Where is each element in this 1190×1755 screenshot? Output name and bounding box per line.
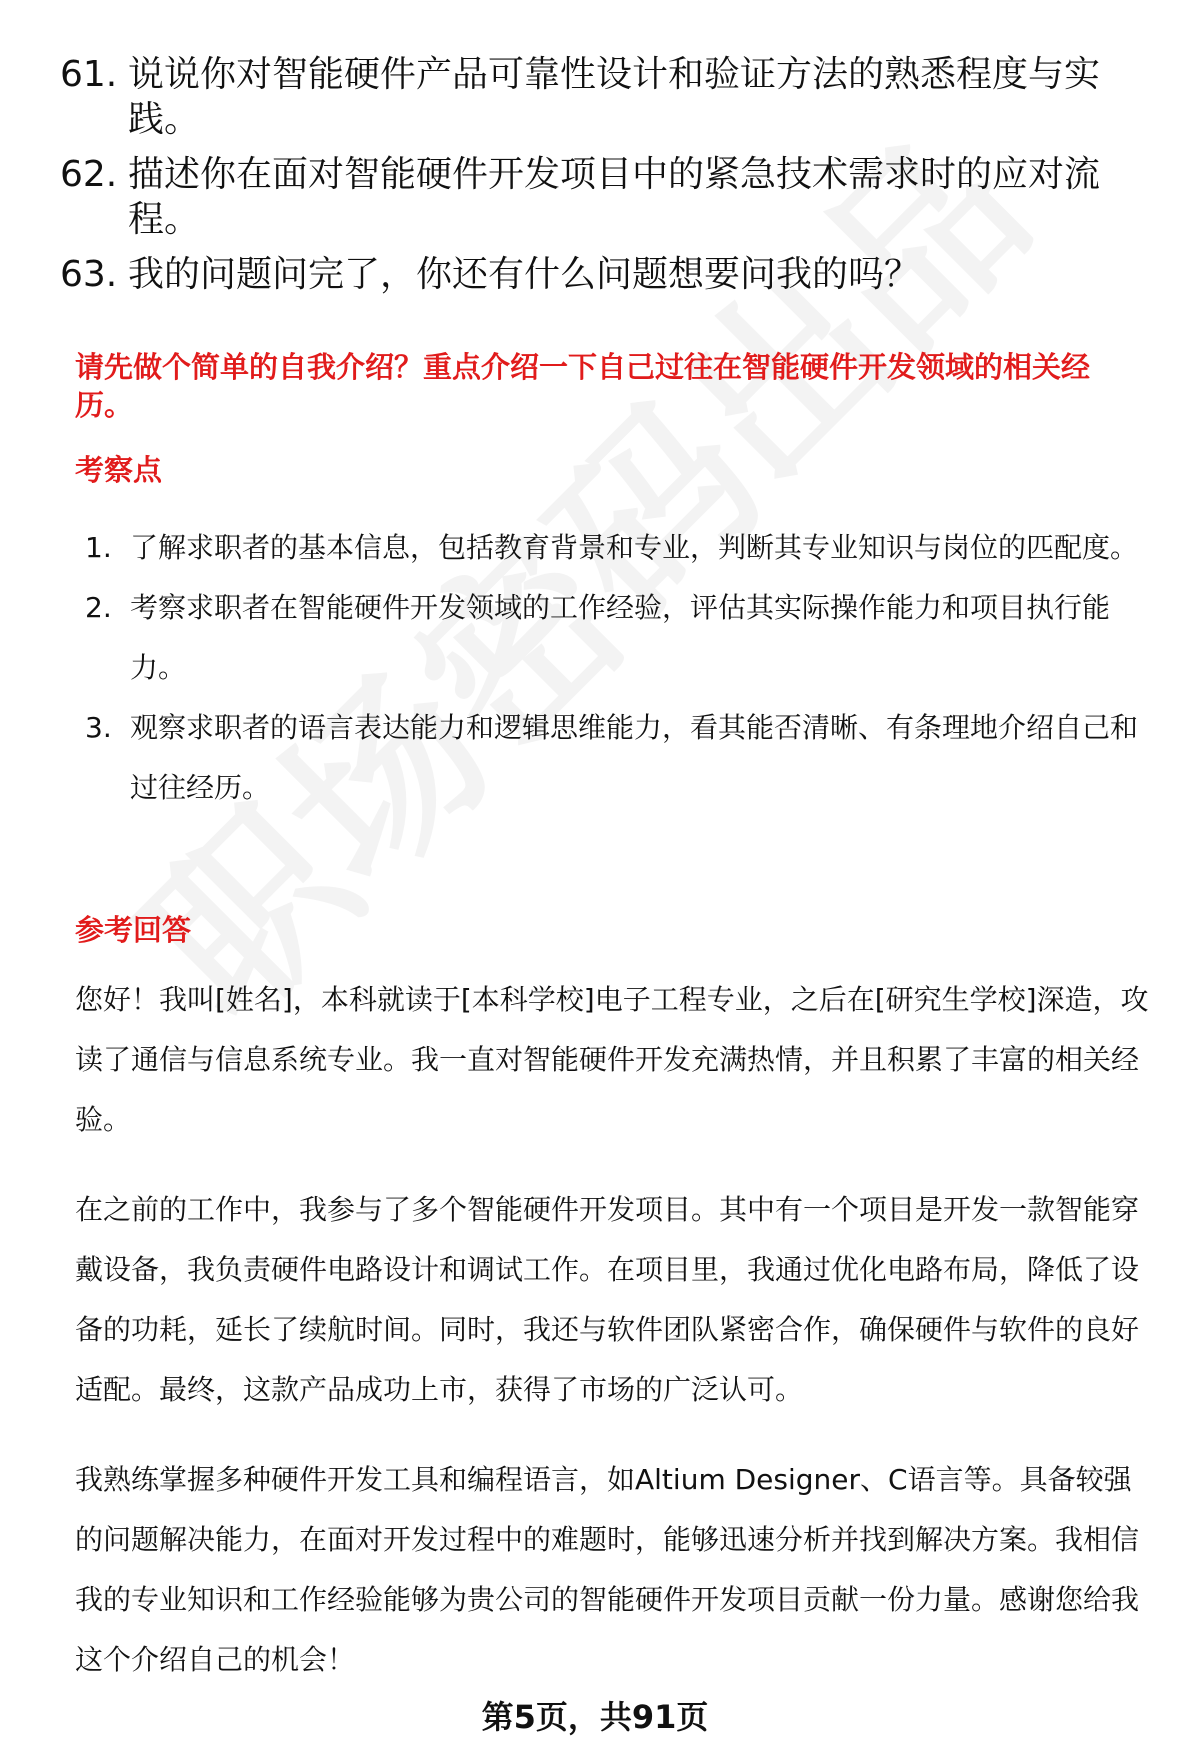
page-footer: 第5页，共91页 bbox=[481, 1698, 709, 1736]
answer-paragraph: 我熟练掌握多种硬件开发工具和编程语言，如Altium Designer、C语言等。具备较强的问题解决能力，在面对开发过程中的难题时，能够迅速分析并找到解决方案。我相信我的专业知识和工作经验能够为贵公司的智能硬件开发项目贡献一份力量。感谢您给我这个介绍自己的机会！ bbox=[75, 1463, 1140, 1676]
point-number: 1. bbox=[85, 531, 112, 564]
section-question-title: 请先做个简单的自我介绍？重点介绍一下自己过往在智能硬件开发领域的相关经历。 bbox=[75, 350, 1091, 422]
answer-paragraph: 在之前的工作中，我参与了多个智能硬件开发项目。其中有一个项目是开发一款智能穿戴设备，我负责硬件电路设计和调试工作。在项目里，我通过优化电路布局，降低了设备的功耗，延长了续航时间。同时，我还与软件团队紧密合作，确保硬件与软件的良好适配。最终，这款产品成功上市，获得了市场的广泛认可。 bbox=[75, 1193, 1140, 1406]
point-number: 3. bbox=[85, 711, 112, 744]
answer-body bbox=[75, 970, 1155, 1720]
question-item bbox=[60, 52, 1120, 142]
point-text: 考察求职者在智能硬件开发领域的工作经验，评估其实际操作能力和项目执行能力。 bbox=[130, 591, 1111, 684]
point-text: 观察求职者的语言表达能力和逻辑思维能力，看其能否清晰、有条理地介绍自己和过往经历。 bbox=[130, 711, 1139, 804]
question-text: 说说你对智能硬件产品可靠性设计和验证方法的熟悉程度与实践。 bbox=[128, 54, 1101, 140]
question-text: 我的问题问完了，你还有什么问题想要问我的吗？ bbox=[128, 254, 921, 295]
point-text: 了解求职者的基本信息，包括教育背景和专业，判断其专业知识与岗位的匹配度。 bbox=[130, 531, 1139, 564]
question-item bbox=[60, 252, 1120, 297]
question-text: 描述你在面对智能硬件开发项目中的紧急技术需求时的应对流程。 bbox=[128, 154, 1101, 240]
kaocha-point bbox=[85, 518, 1150, 578]
kaocha-point bbox=[85, 698, 1150, 818]
question-list bbox=[60, 52, 1120, 307]
kaocha-point bbox=[85, 578, 1150, 698]
point-number: 2. bbox=[85, 591, 112, 624]
question-item bbox=[60, 152, 1120, 242]
question-number: 63. bbox=[60, 254, 118, 295]
kaocha-points-list bbox=[85, 518, 1150, 818]
answer-paragraph: 您好！我叫[姓名]，本科就读于[本科学校]电子工程专业，之后在[研究生学校]深造，攻读了通信与信息系统专业。我一直对智能硬件开发充满热情，并且积累了丰富的相关经验。 bbox=[75, 983, 1149, 1136]
kaocha-heading: 考察点 bbox=[75, 453, 163, 487]
question-number: 61. bbox=[60, 54, 118, 95]
question-number: 62. bbox=[60, 154, 118, 195]
answer-heading: 参考回答 bbox=[75, 913, 192, 947]
